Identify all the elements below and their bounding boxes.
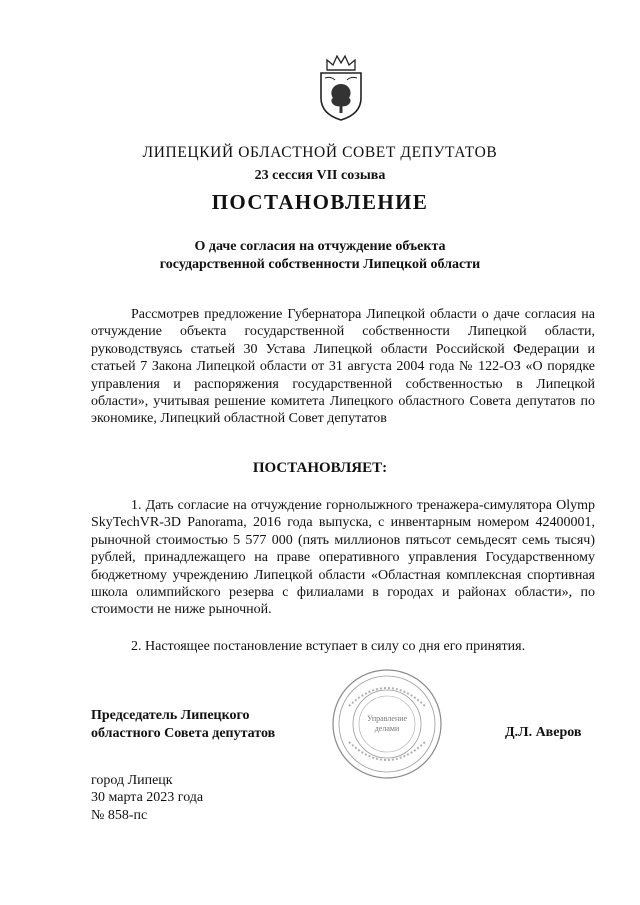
- svg-text:делами: делами: [374, 724, 400, 733]
- signer-name: Д.Л. Аверов: [505, 725, 582, 740]
- city: город Липецк: [91, 773, 173, 788]
- subject-line-1: О даче согласия на отчуждение объекта: [194, 239, 446, 254]
- council-name: ЛИПЕЦКИЙ ОБЛАСТНОЙ СОВЕТ ДЕПУТАТОВ: [142, 144, 498, 161]
- signer-title-line-1: Председатель Липецкого: [91, 708, 250, 723]
- document-date: 30 марта 2023 года: [91, 790, 204, 806]
- document-number: № 858-пс: [91, 807, 148, 823]
- signer-title: [91, 707, 275, 743]
- signer-title-line-2: областного Совета депутатов: [91, 726, 276, 741]
- decree-item-1: 1. Дать согласие на отчуждение горнолыжного тренажера-симулятора Olymp SkyTechVR-3D Panorama, 2016 года выпуска, с инвентарным номером 42400001, рыночной стоимостью 5 577 000 (пять миллионов пятьсот семьдесят семь тысяч) рублей, принадлежащего на праве оперативного управления Государственному бюджетному учреждению Липецкой области «Областная комплексная спортивная школа олимпийского резерва с филиалами в городах и районах области», по стоимости не ниже рыночной.: [91, 498, 595, 618]
- document-type-title: ПОСТАНОВЛЕНИЕ: [211, 190, 429, 214]
- svg-text:Управление: Управление: [366, 714, 408, 723]
- document-footer: [91, 772, 203, 824]
- preamble-paragraph: Рассмотрев предложение Губернатора Липецкой области о даче согласия на отчуждение объекта государственной собственности Липецкой области, руководствуясь статьей 30 Устава Липецкой области Российской Федерации и статьей 7 Закона Липецкой области от 31 августа 2004 года № 122-ОЗ «О порядке управления и распоряжения государственной собственностью в Липецкой области», учитывая решение комитета Липецкого областного Совета депутатов по экономике, Липецкий областной Совет депутатов: [91, 307, 595, 427]
- lipetsk-oblast-coat-of-arms-icon: [315, 54, 367, 122]
- decrees-heading: ПОСТАНОВЛЯЕТ:: [252, 460, 388, 476]
- subject-line-2: государственной собственности Липецкой области: [159, 257, 481, 272]
- document-subject: [0, 238, 640, 274]
- decree-item-2: 2. Настоящее постановление вступает в силу со дня его принятия.: [131, 639, 526, 654]
- official-seal-stamp: [329, 666, 445, 782]
- session-number: 23 сессия VII созыва: [254, 168, 386, 183]
